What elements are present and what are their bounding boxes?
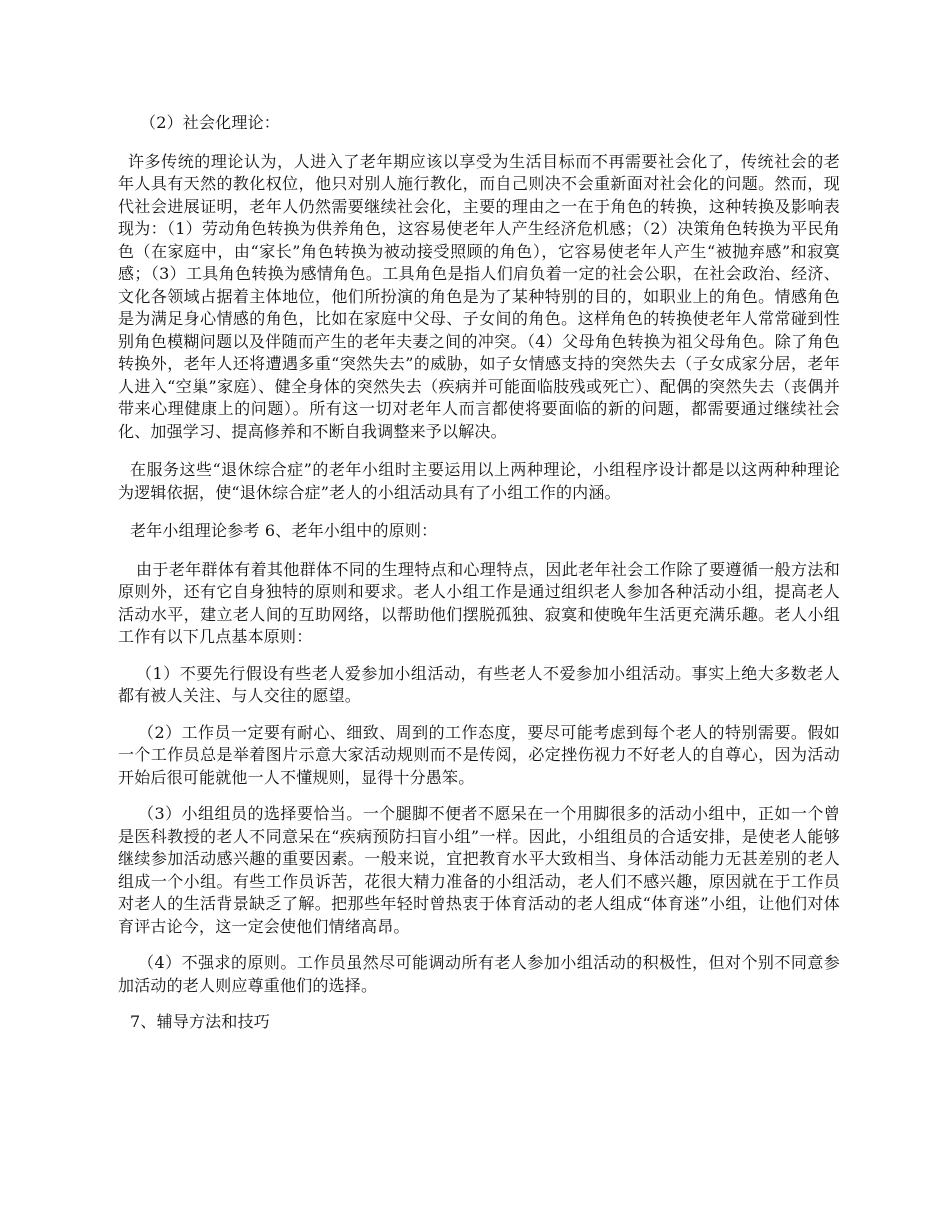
principle-item-1: （1）不要先行假设有些老人爱参加小组活动，有些老人不爱参加小组活动。事实上绝大多数老人都有被人关注、与人交往的愿望。	[118, 663, 840, 705]
principle-item-3: （3）小组组员的选择要恰当。一个腿脚不便者不愿呆在一个用脚很多的活动小组中，正如一个曾是医科教授的老人不同意呆在“疾病预防扫盲小组”一样。因此，小组组员的合适安排，是使老人能够继续参加活动感兴趣的重要因素。一般来说，宜把教育水平大致相当、身体活动能力无甚差别的老人组成一个小组。有些工作员诉苦，花很大精力准备的小组活动，老人们不感兴趣，原因就在于工作员对老人的生活背景缺乏了解。把那些年轻时曾热衷于体育活动的老人组成“体育迷”小组，让他们对体育评古论今，这一定会使他们情绪高昂。	[118, 804, 840, 936]
section-heading-socialization: （2）社会化理论：	[140, 113, 280, 132]
section-heading-methods: 7、辅导方法和技巧	[130, 1012, 270, 1031]
paragraph-principles-intro: 由于老年群体有着其他群体不同的生理特点和心理特点，因此老年社会工作除了要遵循一般方法和原则外，还有它自身独特的原则和要求。老人小组工作是通过组织老人参加各种活动小组，提高老人活动水平，建立老人间的互助网络，以帮助他们摆脱孤独、寂寞和使晚年生活更充满乐趣。老人小组工作有以下几点基本原则：	[118, 559, 840, 646]
paragraph-socialization-theory: 许多传统的理论认为，人进入了老年期应该以享受为生活目标而不再需要社会化了，传统社会的老年人具有天然的教化权位，他只对别人施行教化，而自己则决不会重新面对社会化的问题。然而，现代社会进展证明，老年人仍然需要继续社会化，主要的理由之一在于角色的转换，这种转换及影响表现为：（1）劳动角色转换为供养角色，这容易使老年人产生经济危机感；（2）决策角色转换为平民角色（在家庭中，由“家长”角色转换为被动接受照顾的角色），它容易使老年人产生“被抛弃感”和寂寞感；（3）工具角色转换为感情角色。工具角色是指人们肩负着一定的社会公职，在社会政治、经济、文化各领域占据着主体地位，他们所扮演的角色是为了某种特别的目的，如职业上的角色。情感角色是为满足身心情感的角色，比如在家庭中父母、子女间的角色。这样角色的转换使老年人常常碰到性别角色模糊问题以及伴随而产生的老年夫妻之间的冲突。（4）父母角色转换为祖父母角色。除了角色转换外，老年人还将遭遇多重“突然失去”的威胁，如子女情感支持的突然失去（子女成家分居，老年人进入“空巢”家庭）、健全身体的突然失去（疾病并可能面临肢残或死亡）、配偶的突然失去（丧偶并带来心理健康上的问题）。所有这一切对老年人而言都使将要面临的新的问题，都需要通过继续社会化、加强学习、提高修养和不断自我调整来予以解决。	[118, 151, 840, 441]
section-heading-principles: 老年小组理论参考 6、老年小组中的原则：	[130, 521, 438, 540]
principle-item-2: （2）工作员一定要有耐心、细致、周到的工作态度，要尽可能考虑到每个老人的特别需要。假如一个工作员总是举着图片示意大家活动规则而不是传阅，必定挫伤视力不好老人的自尊心，因为活动开始后很可能就他一人不懂规则，显得十分愚笨。	[118, 722, 840, 787]
principle-item-4: （4）不强求的原则。工作员虽然尽可能调动所有老人参加小组活动的积极性，但对个别不同意参加活动的老人则应尊重他们的选择。	[118, 953, 840, 995]
paragraph-service-application: 在服务这些“退休综合症”的老年小组时主要运用以上两种理论，小组程序设计都是以这两种种理论为逻辑依据，使“退休综合症”老人的小组活动具有了小组工作的内涵。	[118, 460, 840, 502]
document-page	[118, 112, 840, 1034]
